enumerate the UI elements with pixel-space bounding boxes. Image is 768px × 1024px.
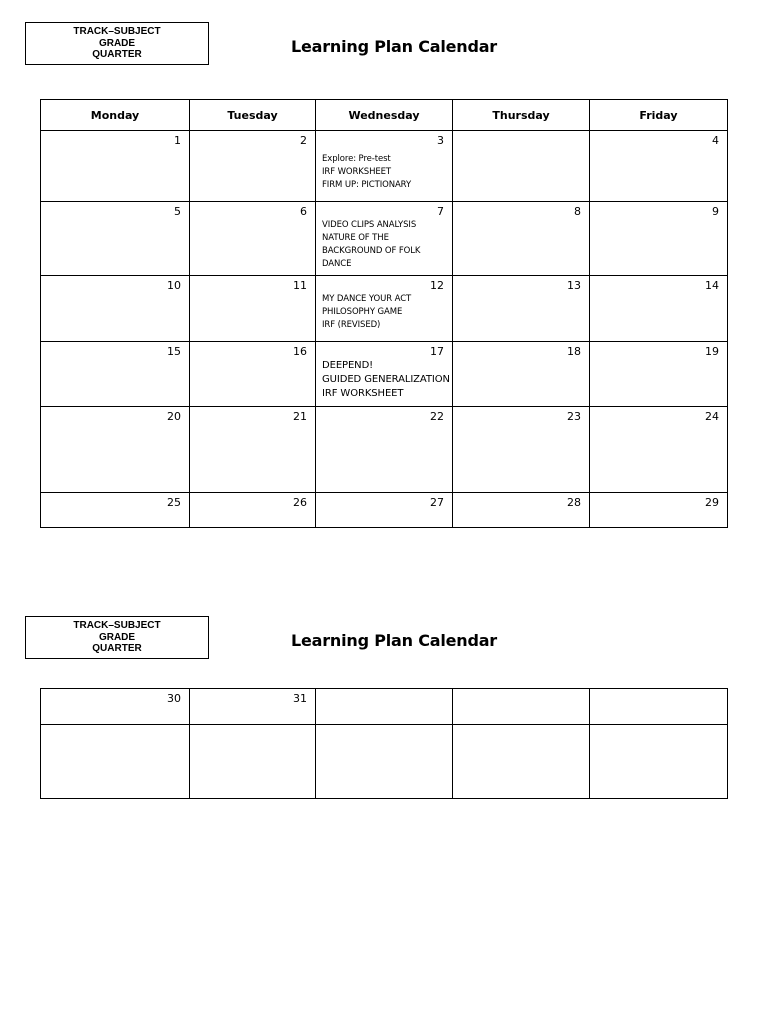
day-cell: [590, 493, 728, 528]
day-cell: [590, 725, 728, 799]
day-cell: [316, 131, 453, 202]
track-subject-box-2: [25, 616, 209, 659]
day-number: 13: [567, 279, 581, 292]
day-cell: [190, 342, 316, 407]
day-number: [316, 689, 452, 706]
calendar-week-row: [41, 276, 728, 342]
day-number: 17: [430, 345, 444, 358]
day-number: 5: [174, 205, 181, 218]
day-cell: [453, 342, 590, 407]
cell-notes: [316, 148, 452, 192]
day-cell: [41, 131, 190, 202]
day-cell: [190, 493, 316, 528]
day-cell: [453, 131, 590, 202]
cell-notes: [316, 219, 452, 271]
day-cell: [453, 202, 590, 276]
note-line: IRF WORKSHEET: [322, 167, 391, 177]
day-cell: [590, 276, 728, 342]
day-number: 29: [705, 496, 719, 509]
day-cell: [590, 689, 728, 725]
day-cell: [41, 202, 190, 276]
page-title: Learning Plan Calendar: [291, 37, 497, 56]
cell-notes: [316, 359, 452, 401]
day-header-monday: Monday: [41, 100, 190, 131]
day-number: 20: [167, 410, 181, 423]
calendar-week-row: [41, 202, 728, 276]
day-number: 24: [705, 410, 719, 423]
day-cell: [190, 725, 316, 799]
id-line-quarter: QUARTER: [92, 643, 142, 654]
id-line-track-subject: TRACK–SUBJECT: [73, 26, 161, 37]
day-cell: [41, 342, 190, 407]
day-number: 14: [705, 279, 719, 292]
id-line-grade: GRADE: [98, 37, 136, 49]
day-cell: [453, 493, 590, 528]
day-number: 15: [167, 345, 181, 358]
day-cell: [590, 407, 728, 493]
day-header-friday: Friday: [590, 100, 728, 131]
day-number: [453, 131, 589, 148]
note-line: NATURE OF THE: [322, 233, 389, 243]
day-number: 18: [567, 345, 581, 358]
note-line: DEEPEND!: [322, 360, 374, 371]
id-line-grade: GRADE: [98, 631, 136, 643]
note-line: PHILOSOPHY GAME: [322, 307, 403, 317]
calendar-week-row: [41, 131, 728, 202]
day-cell: [590, 202, 728, 276]
day-number: 27: [430, 496, 444, 509]
day-cell: [316, 407, 453, 493]
note-line: IRF WORKSHEET: [322, 388, 404, 399]
day-number: 23: [567, 410, 581, 423]
day-cell: [453, 276, 590, 342]
day-cell: [316, 689, 453, 725]
day-cell: [41, 689, 190, 725]
track-subject-box: [25, 22, 209, 65]
page-title-2: Learning Plan Calendar: [291, 631, 497, 650]
day-cell: [316, 493, 453, 528]
day-header-thursday: Thursday: [453, 100, 590, 131]
calendar-row: [41, 689, 728, 725]
day-number: 11: [293, 279, 307, 292]
day-cell: [453, 725, 590, 799]
day-cell: [316, 725, 453, 799]
id-line-track-subject: TRACK–SUBJECT: [73, 620, 161, 631]
day-cell: [590, 342, 728, 407]
note-line: IRF (REVISED): [322, 320, 381, 330]
note-line: DANCE: [322, 259, 352, 269]
day-cell: [453, 689, 590, 725]
day-cell: [41, 725, 190, 799]
day-number: 8: [574, 205, 581, 218]
day-cell: [316, 202, 453, 276]
day-number: 21: [293, 410, 307, 423]
day-cell: [41, 407, 190, 493]
note-line: GUIDED GENERALIZATION: [322, 374, 450, 385]
note-line: VIDEO CLIPS ANALYSIS: [322, 220, 417, 230]
day-number: 22: [430, 410, 444, 423]
day-number: 12: [430, 279, 444, 292]
day-number: 10: [167, 279, 181, 292]
day-number: [453, 689, 589, 706]
day-number: 7: [437, 205, 444, 218]
day-number: 2: [300, 134, 307, 147]
calendar-week-row: [41, 493, 728, 528]
day-cell: [190, 407, 316, 493]
day-number: 1: [174, 134, 181, 147]
day-number: 31: [293, 692, 307, 705]
day-number: 9: [712, 205, 719, 218]
id-line-quarter: QUARTER: [92, 49, 142, 60]
day-cell: [41, 493, 190, 528]
calendar-week-row: [41, 407, 728, 493]
day-header-wednesday: Wednesday: [316, 100, 453, 131]
day-number: 28: [567, 496, 581, 509]
day-cell: [453, 407, 590, 493]
day-number: 3: [437, 134, 444, 147]
day-cell: [190, 202, 316, 276]
day-cell: [41, 276, 190, 342]
note-line: FIRM UP: PICTIONARY: [322, 180, 412, 190]
day-number: 16: [293, 345, 307, 358]
calendar-week-row: [41, 342, 728, 407]
day-number: 30: [167, 692, 181, 705]
calendar-row: [41, 725, 728, 799]
calendar-header-row: [41, 100, 728, 131]
day-number: 4: [712, 134, 719, 147]
day-number: 26: [293, 496, 307, 509]
day-cell: [190, 276, 316, 342]
day-cell: [190, 689, 316, 725]
cell-notes: [316, 293, 452, 332]
day-number: 19: [705, 345, 719, 358]
calendar-table: [40, 99, 728, 528]
note-line: Explore: Pre-test: [322, 154, 391, 164]
day-number: [590, 689, 727, 706]
note-line: BACKGROUND OF FOLK: [322, 246, 421, 256]
day-cell: [190, 131, 316, 202]
calendar-table-2: [40, 688, 728, 799]
day-number: 25: [167, 496, 181, 509]
day-cell: [316, 342, 453, 407]
day-header-tuesday: Tuesday: [190, 100, 316, 131]
day-cell: [590, 131, 728, 202]
day-cell: [316, 276, 453, 342]
day-number: 6: [300, 205, 307, 218]
note-line: MY DANCE YOUR ACT: [322, 294, 412, 304]
